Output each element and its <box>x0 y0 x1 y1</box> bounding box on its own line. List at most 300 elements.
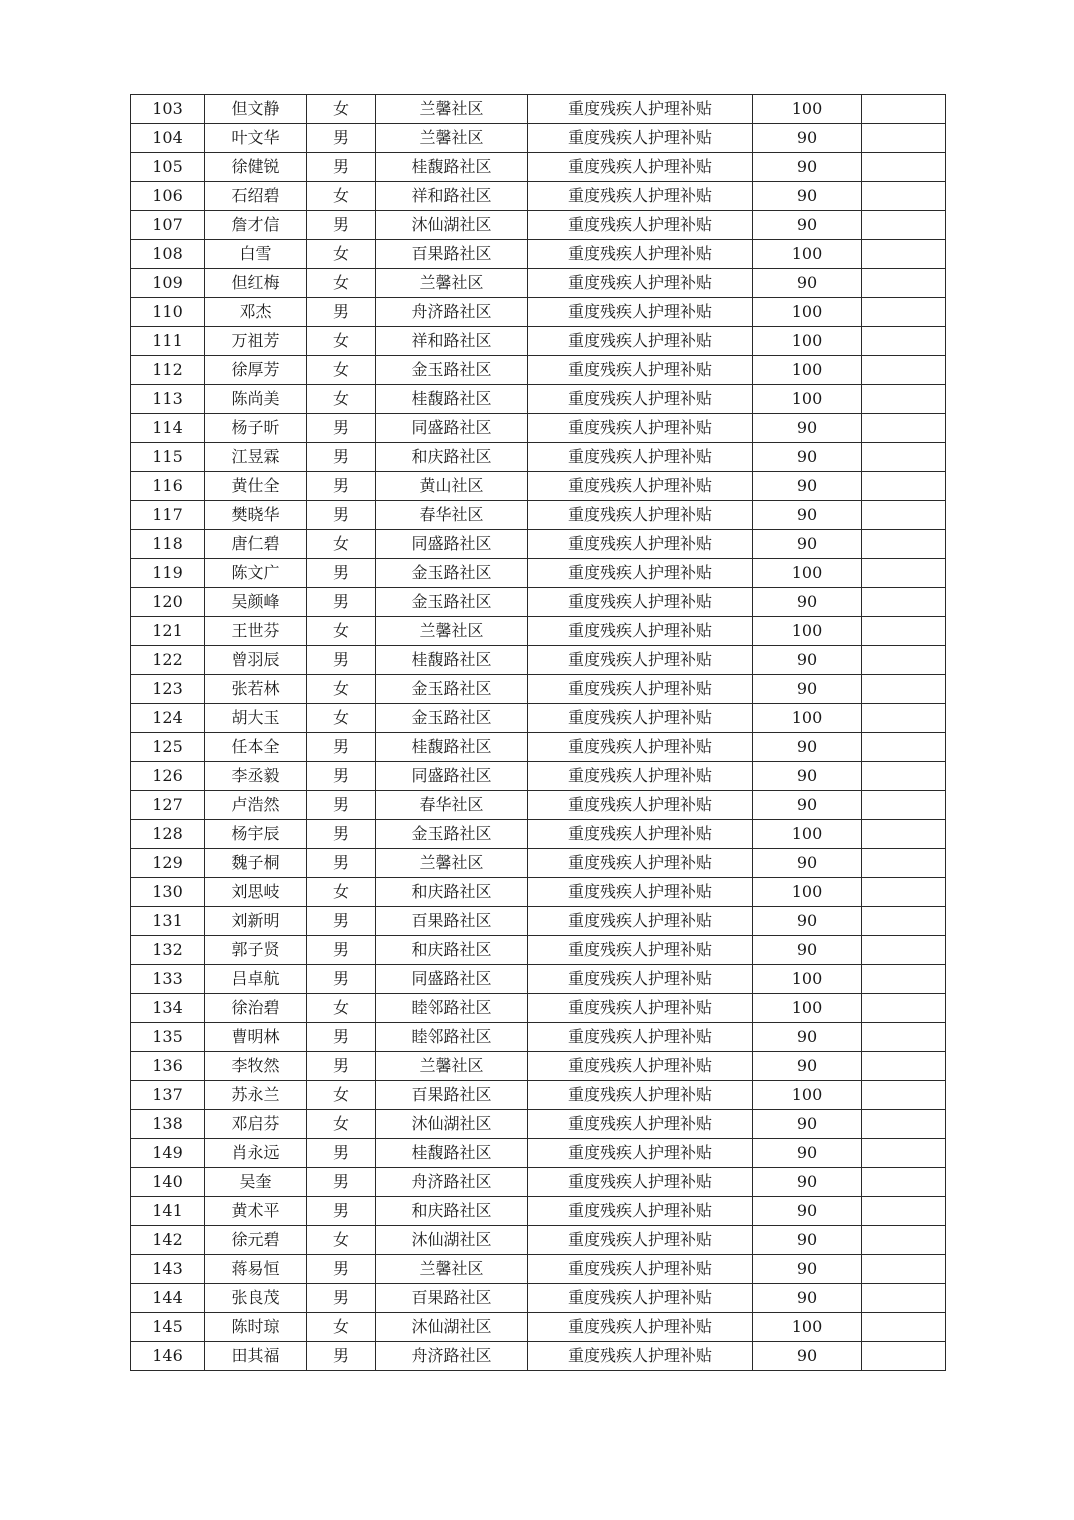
community-cell: 桂馥路社区 <box>376 153 528 182</box>
amount-cell: 90 <box>753 762 862 791</box>
gender-cell: 女 <box>307 182 376 211</box>
community-cell: 黄山社区 <box>376 472 528 501</box>
amount-cell: 90 <box>753 646 862 675</box>
gender-cell: 男 <box>307 1139 376 1168</box>
gender-cell: 男 <box>307 211 376 240</box>
row-number-cell: 104 <box>131 124 205 153</box>
gender-cell: 女 <box>307 1313 376 1342</box>
community-cell: 兰馨社区 <box>376 1052 528 1081</box>
gender-cell: 男 <box>307 1255 376 1284</box>
table-row <box>131 1081 946 1110</box>
name-cell: 石绍碧 <box>205 182 307 211</box>
row-number-cell: 114 <box>131 414 205 443</box>
community-cell: 沐仙湖社区 <box>376 1110 528 1139</box>
table-row <box>131 1226 946 1255</box>
note-cell <box>862 1023 946 1052</box>
community-cell: 金玉路社区 <box>376 704 528 733</box>
gender-cell: 女 <box>307 994 376 1023</box>
name-cell: 但红梅 <box>205 269 307 298</box>
table-row <box>131 501 946 530</box>
note-cell <box>862 385 946 414</box>
amount-cell: 90 <box>753 124 862 153</box>
community-cell: 兰馨社区 <box>376 95 528 124</box>
gender-cell: 男 <box>307 1023 376 1052</box>
community-cell: 百果路社区 <box>376 907 528 936</box>
amount-cell: 90 <box>753 733 862 762</box>
community-cell: 兰馨社区 <box>376 1255 528 1284</box>
community-cell: 舟济路社区 <box>376 1342 528 1371</box>
subsidy-type-cell: 重度残疾人护理补贴 <box>528 646 753 675</box>
gender-cell: 男 <box>307 1342 376 1371</box>
subsidy-type-cell: 重度残疾人护理补贴 <box>528 907 753 936</box>
amount-cell: 90 <box>753 1168 862 1197</box>
gender-cell: 男 <box>307 414 376 443</box>
note-cell <box>862 994 946 1023</box>
table-row <box>131 820 946 849</box>
name-cell: 黄仕全 <box>205 472 307 501</box>
table-row <box>131 1284 946 1313</box>
subsidy-type-cell: 重度残疾人护理补贴 <box>528 501 753 530</box>
amount-cell: 90 <box>753 1023 862 1052</box>
table-row <box>131 327 946 356</box>
note-cell <box>862 1197 946 1226</box>
name-cell: 黄术平 <box>205 1197 307 1226</box>
community-cell: 春华社区 <box>376 501 528 530</box>
subsidy-type-cell: 重度残疾人护理补贴 <box>528 182 753 211</box>
row-number-cell: 108 <box>131 240 205 269</box>
gender-cell: 男 <box>307 559 376 588</box>
table-row <box>131 907 946 936</box>
subsidy-type-cell: 重度残疾人护理补贴 <box>528 1255 753 1284</box>
subsidy-type-cell: 重度残疾人护理补贴 <box>528 791 753 820</box>
gender-cell: 女 <box>307 327 376 356</box>
gender-cell: 男 <box>307 849 376 878</box>
note-cell <box>862 182 946 211</box>
amount-cell: 90 <box>753 1284 862 1313</box>
amount-cell: 90 <box>753 936 862 965</box>
note-cell <box>862 646 946 675</box>
note-cell <box>862 849 946 878</box>
name-cell: 陈时琼 <box>205 1313 307 1342</box>
subsidy-type-cell: 重度残疾人护理补贴 <box>528 443 753 472</box>
subsidy-type-cell: 重度残疾人护理补贴 <box>528 95 753 124</box>
amount-cell: 90 <box>753 182 862 211</box>
gender-cell: 男 <box>307 936 376 965</box>
note-cell <box>862 1284 946 1313</box>
amount-cell: 90 <box>753 1342 862 1371</box>
amount-cell: 90 <box>753 1197 862 1226</box>
row-number-cell: 137 <box>131 1081 205 1110</box>
subsidy-type-cell: 重度残疾人护理补贴 <box>528 936 753 965</box>
community-cell: 同盛路社区 <box>376 965 528 994</box>
community-cell: 金玉路社区 <box>376 588 528 617</box>
community-cell: 春华社区 <box>376 791 528 820</box>
note-cell <box>862 704 946 733</box>
community-cell: 兰馨社区 <box>376 269 528 298</box>
note-cell <box>862 530 946 559</box>
row-number-cell: 103 <box>131 95 205 124</box>
amount-cell: 100 <box>753 820 862 849</box>
note-cell <box>862 820 946 849</box>
row-number-cell: 141 <box>131 1197 205 1226</box>
name-cell: 邓启芬 <box>205 1110 307 1139</box>
amount-cell: 100 <box>753 965 862 994</box>
community-cell: 同盛路社区 <box>376 762 528 791</box>
community-cell: 和庆路社区 <box>376 878 528 907</box>
gender-cell: 男 <box>307 1168 376 1197</box>
subsidy-type-cell: 重度残疾人护理补贴 <box>528 153 753 182</box>
table-row <box>131 559 946 588</box>
row-number-cell: 146 <box>131 1342 205 1371</box>
gender-cell: 女 <box>307 385 376 414</box>
row-number-cell: 145 <box>131 1313 205 1342</box>
row-number-cell: 142 <box>131 1226 205 1255</box>
note-cell <box>862 1139 946 1168</box>
name-cell: 李丞毅 <box>205 762 307 791</box>
amount-cell: 100 <box>753 559 862 588</box>
note-cell <box>862 298 946 327</box>
name-cell: 唐仁碧 <box>205 530 307 559</box>
name-cell: 邓杰 <box>205 298 307 327</box>
gender-cell: 男 <box>307 443 376 472</box>
row-number-cell: 131 <box>131 907 205 936</box>
note-cell <box>862 124 946 153</box>
amount-cell: 90 <box>753 907 862 936</box>
community-cell: 沐仙湖社区 <box>376 211 528 240</box>
table-row <box>131 675 946 704</box>
gender-cell: 女 <box>307 1110 376 1139</box>
subsidy-type-cell: 重度残疾人护理补贴 <box>528 994 753 1023</box>
note-cell <box>862 878 946 907</box>
subsidy-type-cell: 重度残疾人护理补贴 <box>528 240 753 269</box>
amount-cell: 100 <box>753 240 862 269</box>
name-cell: 曹明林 <box>205 1023 307 1052</box>
row-number-cell: 110 <box>131 298 205 327</box>
amount-cell: 90 <box>753 849 862 878</box>
community-cell: 兰馨社区 <box>376 617 528 646</box>
amount-cell: 90 <box>753 1255 862 1284</box>
subsidy-type-cell: 重度残疾人护理补贴 <box>528 414 753 443</box>
amount-cell: 90 <box>753 675 862 704</box>
note-cell <box>862 617 946 646</box>
table-row <box>131 646 946 675</box>
note-cell <box>862 443 946 472</box>
amount-cell: 100 <box>753 1081 862 1110</box>
row-number-cell: 140 <box>131 1168 205 1197</box>
name-cell: 李牧然 <box>205 1052 307 1081</box>
subsidy-type-cell: 重度残疾人护理补贴 <box>528 1110 753 1139</box>
amount-cell: 100 <box>753 1313 862 1342</box>
subsidy-type-cell: 重度残疾人护理补贴 <box>528 211 753 240</box>
row-number-cell: 124 <box>131 704 205 733</box>
subsidy-type-cell: 重度残疾人护理补贴 <box>528 1081 753 1110</box>
note-cell <box>862 1168 946 1197</box>
gender-cell: 女 <box>307 675 376 704</box>
name-cell: 江昱霖 <box>205 443 307 472</box>
community-cell: 睦邻路社区 <box>376 1023 528 1052</box>
table-row <box>131 211 946 240</box>
name-cell: 郭子贤 <box>205 936 307 965</box>
name-cell: 樊晓华 <box>205 501 307 530</box>
name-cell: 杨子昕 <box>205 414 307 443</box>
note-cell <box>862 762 946 791</box>
gender-cell: 男 <box>307 501 376 530</box>
table-row <box>131 95 946 124</box>
note-cell <box>862 153 946 182</box>
subsidy-type-cell: 重度残疾人护理补贴 <box>528 1168 753 1197</box>
gender-cell: 男 <box>307 588 376 617</box>
table-row <box>131 1313 946 1342</box>
community-cell: 百果路社区 <box>376 1284 528 1313</box>
subsidy-type-cell: 重度残疾人护理补贴 <box>528 1226 753 1255</box>
name-cell: 叶文华 <box>205 124 307 153</box>
subsidy-type-cell: 重度残疾人护理补贴 <box>528 530 753 559</box>
subsidy-type-cell: 重度残疾人护理补贴 <box>528 1052 753 1081</box>
subsidy-type-cell: 重度残疾人护理补贴 <box>528 472 753 501</box>
name-cell: 刘思岐 <box>205 878 307 907</box>
table-row <box>131 936 946 965</box>
table-row <box>131 1110 946 1139</box>
name-cell: 吴奎 <box>205 1168 307 1197</box>
gender-cell: 男 <box>307 791 376 820</box>
amount-cell: 100 <box>753 385 862 414</box>
row-number-cell: 136 <box>131 1052 205 1081</box>
community-cell: 兰馨社区 <box>376 124 528 153</box>
name-cell: 但文静 <box>205 95 307 124</box>
table-row <box>131 791 946 820</box>
community-cell: 桂馥路社区 <box>376 385 528 414</box>
subsidy-type-cell: 重度残疾人护理补贴 <box>528 559 753 588</box>
gender-cell: 男 <box>307 298 376 327</box>
subsidy-type-cell: 重度残疾人护理补贴 <box>528 1139 753 1168</box>
table-row <box>131 1023 946 1052</box>
name-cell: 徐厚芳 <box>205 356 307 385</box>
subsidy-type-cell: 重度残疾人护理补贴 <box>528 298 753 327</box>
community-cell: 和庆路社区 <box>376 1197 528 1226</box>
row-number-cell: 121 <box>131 617 205 646</box>
community-cell: 百果路社区 <box>376 1081 528 1110</box>
amount-cell: 90 <box>753 414 862 443</box>
gender-cell: 女 <box>307 269 376 298</box>
table-row <box>131 530 946 559</box>
community-cell: 同盛路社区 <box>376 530 528 559</box>
table-row <box>131 124 946 153</box>
subsidy-type-cell: 重度残疾人护理补贴 <box>528 762 753 791</box>
subsidy-type-cell: 重度残疾人护理补贴 <box>528 1284 753 1313</box>
note-cell <box>862 211 946 240</box>
amount-cell: 90 <box>753 443 862 472</box>
table-row <box>131 1139 946 1168</box>
row-number-cell: 116 <box>131 472 205 501</box>
note-cell <box>862 414 946 443</box>
subsidy-type-cell: 重度残疾人护理补贴 <box>528 704 753 733</box>
gender-cell: 男 <box>307 124 376 153</box>
row-number-cell: 117 <box>131 501 205 530</box>
table-row <box>131 298 946 327</box>
name-cell: 卢浩然 <box>205 791 307 820</box>
gender-cell: 女 <box>307 356 376 385</box>
name-cell: 张良茂 <box>205 1284 307 1313</box>
amount-cell: 100 <box>753 704 862 733</box>
row-number-cell: 123 <box>131 675 205 704</box>
name-cell: 张若林 <box>205 675 307 704</box>
name-cell: 曾羽辰 <box>205 646 307 675</box>
row-number-cell: 135 <box>131 1023 205 1052</box>
gender-cell: 女 <box>307 878 376 907</box>
gender-cell: 女 <box>307 1081 376 1110</box>
row-number-cell: 127 <box>131 791 205 820</box>
name-cell: 刘新明 <box>205 907 307 936</box>
subsidy-type-cell: 重度残疾人护理补贴 <box>528 675 753 704</box>
subsidy-roster-table <box>130 94 946 1371</box>
gender-cell: 女 <box>307 95 376 124</box>
note-cell <box>862 1110 946 1139</box>
table-row <box>131 443 946 472</box>
amount-cell: 90 <box>753 472 862 501</box>
row-number-cell: 111 <box>131 327 205 356</box>
note-cell <box>862 1226 946 1255</box>
gender-cell: 男 <box>307 820 376 849</box>
row-number-cell: 115 <box>131 443 205 472</box>
row-number-cell: 133 <box>131 965 205 994</box>
name-cell: 白雪 <box>205 240 307 269</box>
gender-cell: 男 <box>307 1284 376 1313</box>
table-row <box>131 385 946 414</box>
name-cell: 杨宇辰 <box>205 820 307 849</box>
row-number-cell: 132 <box>131 936 205 965</box>
amount-cell: 90 <box>753 588 862 617</box>
row-number-cell: 128 <box>131 820 205 849</box>
name-cell: 陈文广 <box>205 559 307 588</box>
table-row <box>131 414 946 443</box>
table-row <box>131 1052 946 1081</box>
row-number-cell: 122 <box>131 646 205 675</box>
name-cell: 徐元碧 <box>205 1226 307 1255</box>
amount-cell: 100 <box>753 994 862 1023</box>
subsidy-type-cell: 重度残疾人护理补贴 <box>528 269 753 298</box>
gender-cell: 女 <box>307 704 376 733</box>
note-cell <box>862 965 946 994</box>
note-cell <box>862 1052 946 1081</box>
row-number-cell: 109 <box>131 269 205 298</box>
subsidy-type-cell: 重度残疾人护理补贴 <box>528 878 753 907</box>
table-row <box>131 153 946 182</box>
community-cell: 兰馨社区 <box>376 849 528 878</box>
amount-cell: 90 <box>753 211 862 240</box>
row-number-cell: 144 <box>131 1284 205 1313</box>
subsidy-type-cell: 重度残疾人护理补贴 <box>528 385 753 414</box>
table-row <box>131 733 946 762</box>
row-number-cell: 125 <box>131 733 205 762</box>
amount-cell: 90 <box>753 1226 862 1255</box>
community-cell: 祥和路社区 <box>376 182 528 211</box>
name-cell: 任本全 <box>205 733 307 762</box>
community-cell: 金玉路社区 <box>376 820 528 849</box>
gender-cell: 男 <box>307 733 376 762</box>
table-row <box>131 1342 946 1371</box>
community-cell: 睦邻路社区 <box>376 994 528 1023</box>
amount-cell: 90 <box>753 501 862 530</box>
row-number-cell: 149 <box>131 1139 205 1168</box>
name-cell: 肖永远 <box>205 1139 307 1168</box>
gender-cell: 男 <box>307 1197 376 1226</box>
subsidy-type-cell: 重度残疾人护理补贴 <box>528 124 753 153</box>
community-cell: 金玉路社区 <box>376 675 528 704</box>
community-cell: 和庆路社区 <box>376 936 528 965</box>
table-row <box>131 269 946 298</box>
note-cell <box>862 269 946 298</box>
name-cell: 魏子桐 <box>205 849 307 878</box>
subsidy-type-cell: 重度残疾人护理补贴 <box>528 327 753 356</box>
subsidy-type-cell: 重度残疾人护理补贴 <box>528 733 753 762</box>
community-cell: 桂馥路社区 <box>376 733 528 762</box>
row-number-cell: 113 <box>131 385 205 414</box>
name-cell: 王世芬 <box>205 617 307 646</box>
amount-cell: 90 <box>753 1139 862 1168</box>
name-cell: 万祖芳 <box>205 327 307 356</box>
note-cell <box>862 733 946 762</box>
note-cell <box>862 936 946 965</box>
amount-cell: 100 <box>753 617 862 646</box>
community-cell: 金玉路社区 <box>376 559 528 588</box>
community-cell: 祥和路社区 <box>376 327 528 356</box>
row-number-cell: 134 <box>131 994 205 1023</box>
note-cell <box>862 95 946 124</box>
gender-cell: 男 <box>307 965 376 994</box>
community-cell: 舟济路社区 <box>376 1168 528 1197</box>
row-number-cell: 118 <box>131 530 205 559</box>
name-cell: 胡大玉 <box>205 704 307 733</box>
gender-cell: 女 <box>307 617 376 646</box>
amount-cell: 100 <box>753 356 862 385</box>
amount-cell: 100 <box>753 95 862 124</box>
gender-cell: 男 <box>307 1052 376 1081</box>
name-cell: 徐健锐 <box>205 153 307 182</box>
note-cell <box>862 240 946 269</box>
amount-cell: 90 <box>753 269 862 298</box>
subsidy-type-cell: 重度残疾人护理补贴 <box>528 820 753 849</box>
community-cell: 同盛路社区 <box>376 414 528 443</box>
name-cell: 陈尚美 <box>205 385 307 414</box>
table-row <box>131 588 946 617</box>
row-number-cell: 143 <box>131 1255 205 1284</box>
table-body <box>131 95 946 1371</box>
amount-cell: 100 <box>753 298 862 327</box>
table-row <box>131 472 946 501</box>
note-cell <box>862 327 946 356</box>
row-number-cell: 106 <box>131 182 205 211</box>
note-cell <box>862 501 946 530</box>
note-cell <box>862 559 946 588</box>
amount-cell: 90 <box>753 530 862 559</box>
note-cell <box>862 588 946 617</box>
community-cell: 舟济路社区 <box>376 298 528 327</box>
row-number-cell: 130 <box>131 878 205 907</box>
subsidy-type-cell: 重度残疾人护理补贴 <box>528 1197 753 1226</box>
table-row <box>131 878 946 907</box>
name-cell: 詹才信 <box>205 211 307 240</box>
name-cell: 吴颜峰 <box>205 588 307 617</box>
gender-cell: 女 <box>307 1226 376 1255</box>
row-number-cell: 105 <box>131 153 205 182</box>
gender-cell: 女 <box>307 530 376 559</box>
row-number-cell: 129 <box>131 849 205 878</box>
gender-cell: 女 <box>307 240 376 269</box>
note-cell <box>862 1081 946 1110</box>
note-cell <box>862 675 946 704</box>
name-cell: 吕卓航 <box>205 965 307 994</box>
amount-cell: 90 <box>753 1052 862 1081</box>
